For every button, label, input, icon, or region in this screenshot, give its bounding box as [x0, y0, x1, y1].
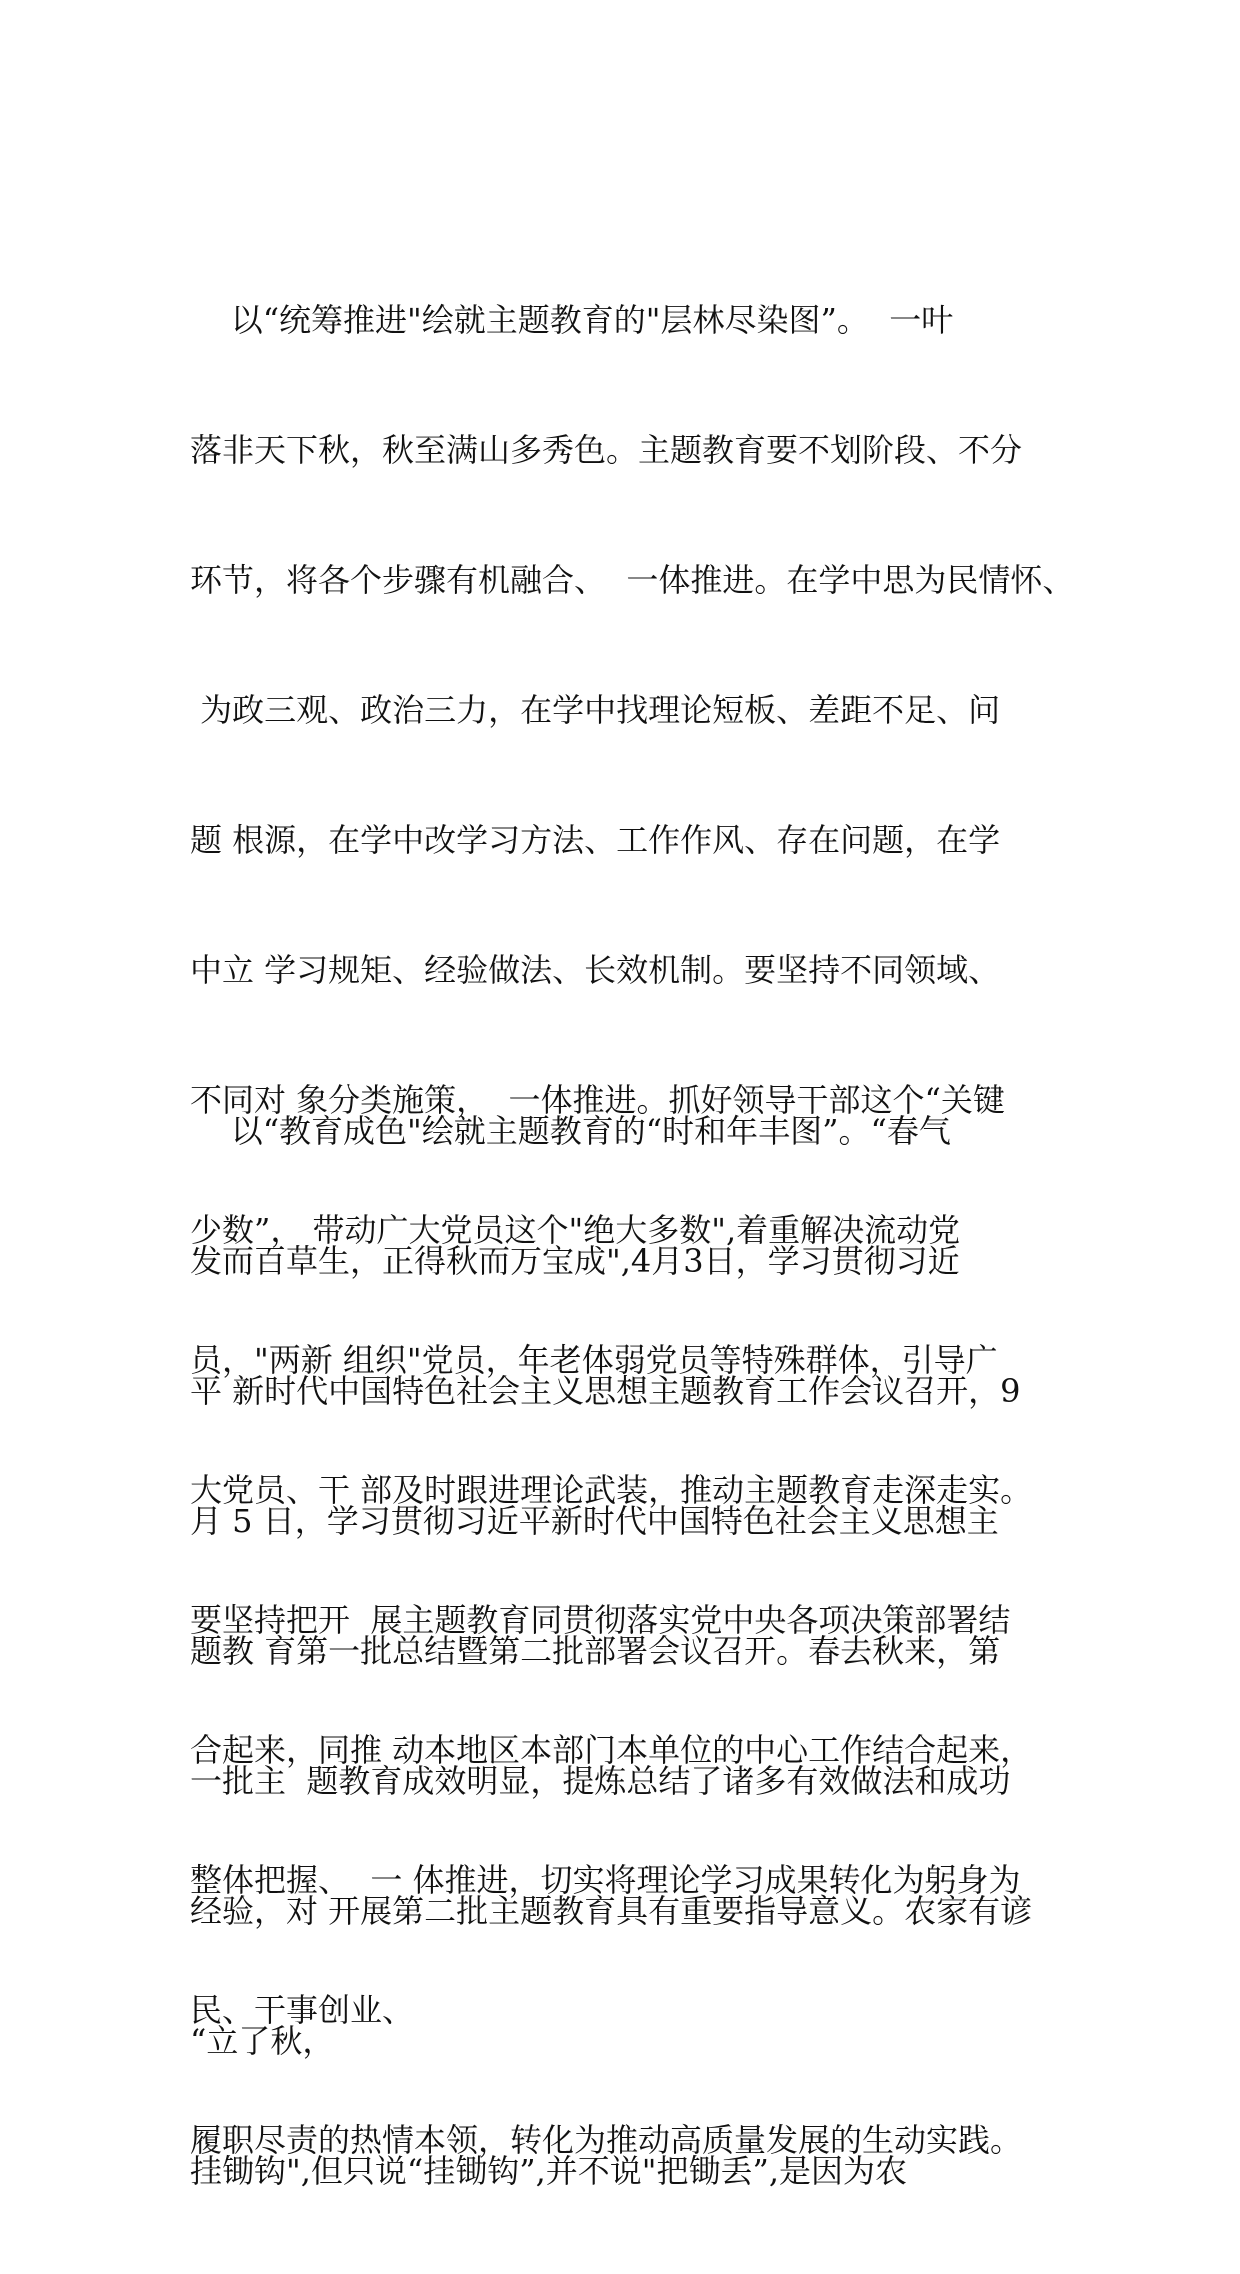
text-line: 题 根源，在学中改学习方法、工作作风、存在问题，在学	[190, 821, 1001, 859]
text-line: 要坚持把开 展主题教育同贯彻落实党中央各项决策部署结	[190, 1601, 1011, 1639]
text-line: 中立 学习规矩、经验做法、长效机制。要坚持不同领域、	[190, 951, 1001, 989]
text-line: 环节，将各个步骤有机融合、 一体推进。在学中思为民情怀、	[190, 561, 1075, 599]
text-line: 一批主 题教育成效明显，提炼总结了诸多有效做法和成功	[190, 1762, 1011, 1800]
text-line: 经验，对 开展第二批主题教育具有重要指导意义。农家有谚	[190, 1892, 1033, 1930]
text-line: “立了秋，	[190, 2022, 335, 2060]
text-line: 为政三观、政治三力，在学中找理论短板、差距不足、问	[190, 691, 1001, 729]
text-line: 民、干事创业、	[190, 1991, 415, 2029]
text-line: 员，"两新 组织"党员，年老体弱党员等特殊群体，引导广	[190, 1341, 998, 1379]
text-line: 平 新时代中国特色社会主义思想主题教育工作会议召开，9	[190, 1372, 1021, 1410]
text-line: 月 5 日，学习贯彻习近平新时代中国特色社会主义思想主	[190, 1502, 999, 1540]
text-line: 少数”， 带动广大党员这个"绝大多数",着重解决流动党	[190, 1211, 961, 1249]
text-line: 履职尽责的热情本领，转化为推动高质量发展的生动实践。	[190, 2121, 1023, 2159]
text-line: 整体把握、 一 体推进，切实将理论学习成果转化为躬身为	[190, 1861, 1021, 1899]
text-line: 以“教育成色"绘就主题教育的“时和年丰图”。“春气	[190, 1112, 951, 1150]
text-line: 挂锄钩",但只说“挂锄钩”,并不说"把锄丢”,是因为农	[190, 2152, 908, 2190]
text-line: 以“统筹推进"绘就主题教育的"层林尽染图”。 一叶	[190, 301, 954, 339]
text-line: 落非天下秋，秋至满山多秀色。主题教育要不划阶段、不分	[190, 431, 1023, 469]
text-line: 合起来，同推 动本地区本部门本单位的中心工作结合起来，	[190, 1731, 1033, 1769]
text-line: 大党员、干 部及时跟进理论武装，推动主题教育走深走实。	[190, 1471, 1033, 1509]
text-line: 发而百草生，正得秋而万宝成",4月3日，学习贯彻习近	[190, 1242, 960, 1280]
paragraph-2	[190, 1028, 1060, 2274]
text-line: 不同对 象分类施策， 一体推进。抓好领导干部这个“关键	[190, 1081, 1005, 1119]
text-line: 题教 育第一批总结暨第二批部署会议召开。春去秋来，第	[190, 1632, 1001, 1670]
